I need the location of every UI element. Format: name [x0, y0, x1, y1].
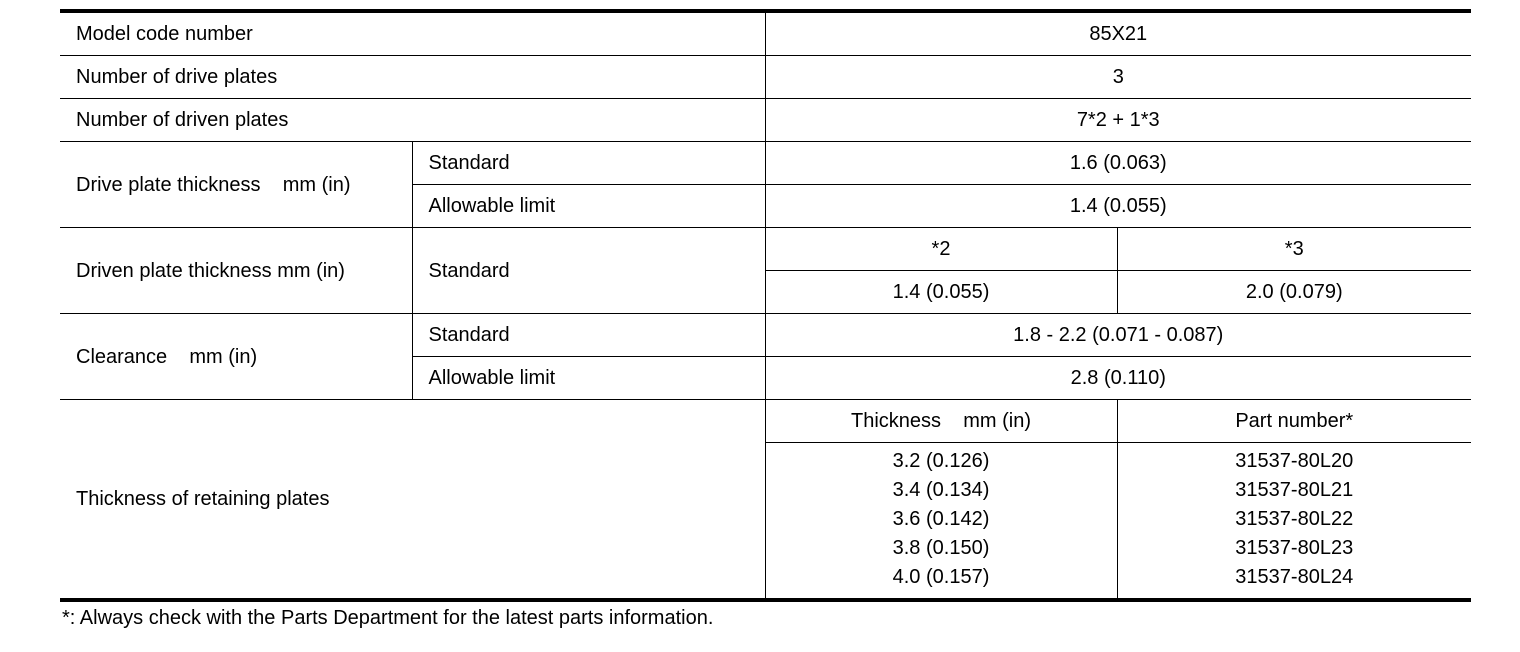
list-item: 3.6 (0.142) [892, 508, 990, 530]
table-row-driven-plates [60, 99, 1471, 142]
list-item: 31537-80L23 [1235, 537, 1354, 559]
list-item: 31537-80L20 [1235, 450, 1354, 472]
clearance-standard-value: 1.8 - 2.2 (0.071 - 0.087) [765, 314, 1471, 357]
table-row-clearance-standard [60, 314, 1471, 357]
table-row-drive-plates [60, 56, 1471, 99]
drive-thickness-standard-value: 1.6 (0.063) [765, 142, 1471, 185]
clearance-limit-value: 2.8 (0.110) [765, 357, 1471, 400]
list-item: 3.2 (0.126) [892, 450, 990, 472]
clearance-limit-label: Allowable limit [412, 357, 765, 400]
list-item: 31537-80L22 [1235, 508, 1354, 530]
drive-thickness-limit-value: 1.4 (0.055) [765, 185, 1471, 228]
clearance-label: Clearance mm (in) [60, 314, 412, 400]
driven-thickness-col1-value: 1.4 (0.055) [765, 271, 1117, 314]
table-row-retaining-header [60, 400, 1471, 443]
list-item: 3.8 (0.150) [892, 537, 990, 559]
drive-thickness-label: Drive plate thickness mm (in) [60, 142, 412, 228]
driven-thickness-col1-header: *2 [765, 228, 1117, 271]
list-item: 3.4 (0.134) [892, 479, 990, 501]
model-code-label: Model code number [60, 11, 765, 56]
table-row-model-code [60, 11, 1471, 56]
list-item: 31537-80L21 [1235, 479, 1354, 501]
driven-thickness-standard-label: Standard [412, 228, 765, 314]
clearance-standard-label: Standard [412, 314, 765, 357]
model-code-value: 85X21 [765, 11, 1471, 56]
specification-table [60, 9, 1471, 602]
driven-thickness-col2-header: *3 [1117, 228, 1471, 271]
retaining-part-number-list [1117, 443, 1471, 601]
list-item: 4.0 (0.157) [892, 566, 990, 588]
retaining-thickness-header: Thickness mm (in) [765, 400, 1117, 443]
drive-plates-value: 3 [765, 56, 1471, 99]
drive-plates-label: Number of drive plates [60, 56, 765, 99]
drive-thickness-standard-label: Standard [412, 142, 765, 185]
retaining-plates-label: Thickness of retaining plates [60, 400, 765, 601]
driven-thickness-label: Driven plate thickness mm (in) [60, 228, 412, 314]
footnote: *: Always check with the Parts Department for the latest parts information. [62, 607, 714, 629]
driven-thickness-col2-value: 2.0 (0.079) [1117, 271, 1471, 314]
table-row-drive-thickness-standard [60, 142, 1471, 185]
list-item: 31537-80L24 [1235, 566, 1354, 588]
driven-plates-label: Number of driven plates [60, 99, 765, 142]
retaining-thickness-list [765, 443, 1117, 601]
driven-plates-value: 7*2 + 1*3 [765, 99, 1471, 142]
retaining-part-number-header: Part number* [1117, 400, 1471, 443]
table-row-driven-thickness-header [60, 228, 1471, 271]
drive-thickness-limit-label: Allowable limit [412, 185, 765, 228]
